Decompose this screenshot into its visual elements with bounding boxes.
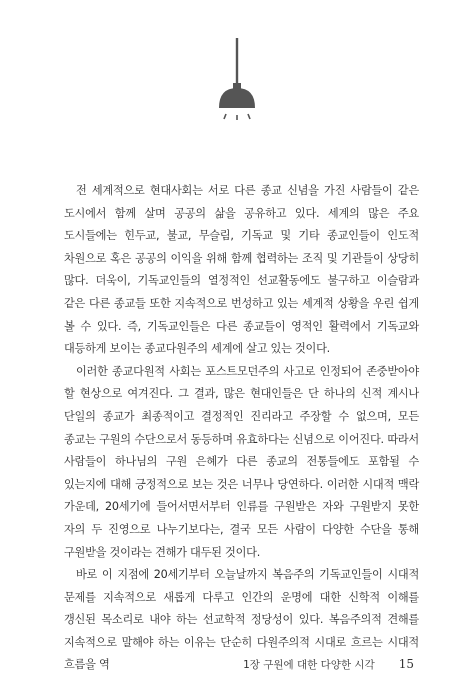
paragraph-3: 바로 이 지점에 20세기부터 오늘날까지 복음주의 기독교인들이 시대적 문제를 지속적으로 새롭게 다루고 인간의 운명에 대한 신학적 이해를 갱신된 목소리로 내야 하는 선교학적 정당성이 있다. 복음주의적 견해를 지속적으로 말해야 하는 이유는 단순히 다원주의적 시대로 흐르는 시대적 흐름을 역 [64,568,419,672]
paragraph-2: 이러한 종교다원적 사회는 포스트모던주의 사고로 인정되어 존중받아야 할 현상으로 여겨진다. 그 결과, 많은 현대인들은 단 하나의 신적 계시나 단일의 종교가 최종적이고 결정적인 진리라고 주장할 수 없으며, 모든 종교는 구원의 수단으로서 동등하며 유효하다는 신념으로 이어진다. 따라서 사람들이 하나님의 구원 은혜가 다른 종교의 전통들에도 포함될 수 있는지에 대해 긍정적으로 보는 것은 너무나 당연하다. 이러한 시대적 맥락 가운데, 20세기에 들어서면서부터 인류를 구원받은 자와 구원받지 못한 자의 두 진영으로 나누기보다는, 결국 모든 사람이 다양한 수단을 통해 구원받을 것이라는 견해가 대두된 것이다. [64,364,419,559]
page-number: 15 [398,657,414,671]
paragraph-1: 전 세계적으로 현대사회는 서로 다른 종교 신념을 가진 사람들이 같은 도시에서 함께 살며 공공의 삶을 공유하고 있다. 세계의 많은 주요 도시들에는 힌두교, 불교, 무슬림, 기독교 및 기타 종교인들이 인도적 차원으로 혹은 공공의 이익을 위해 함께 협력하는 조직 및 기관들이 상당히 많다. 더욱이, 기독교인들의 열정적인 선교활동에도 불구하고 이슬람과 같은 다른 종교들 또한 지속적으로 번성하고 있는 세계적 상황을 우린 쉽게 볼 수 있다. 즉, 기독교인들은 다른 종교들이 영적인 활력에서 기독교와 대등하게 보이는 종교다원주의 세계에 살고 있는 것이다. [64,184,419,356]
body-text [64,180,419,677]
chapter-title: 1장 구원에 대한 다양한 시각 [243,659,375,671]
page-footer [243,657,414,672]
hanging-lamp-icon [214,38,260,128]
